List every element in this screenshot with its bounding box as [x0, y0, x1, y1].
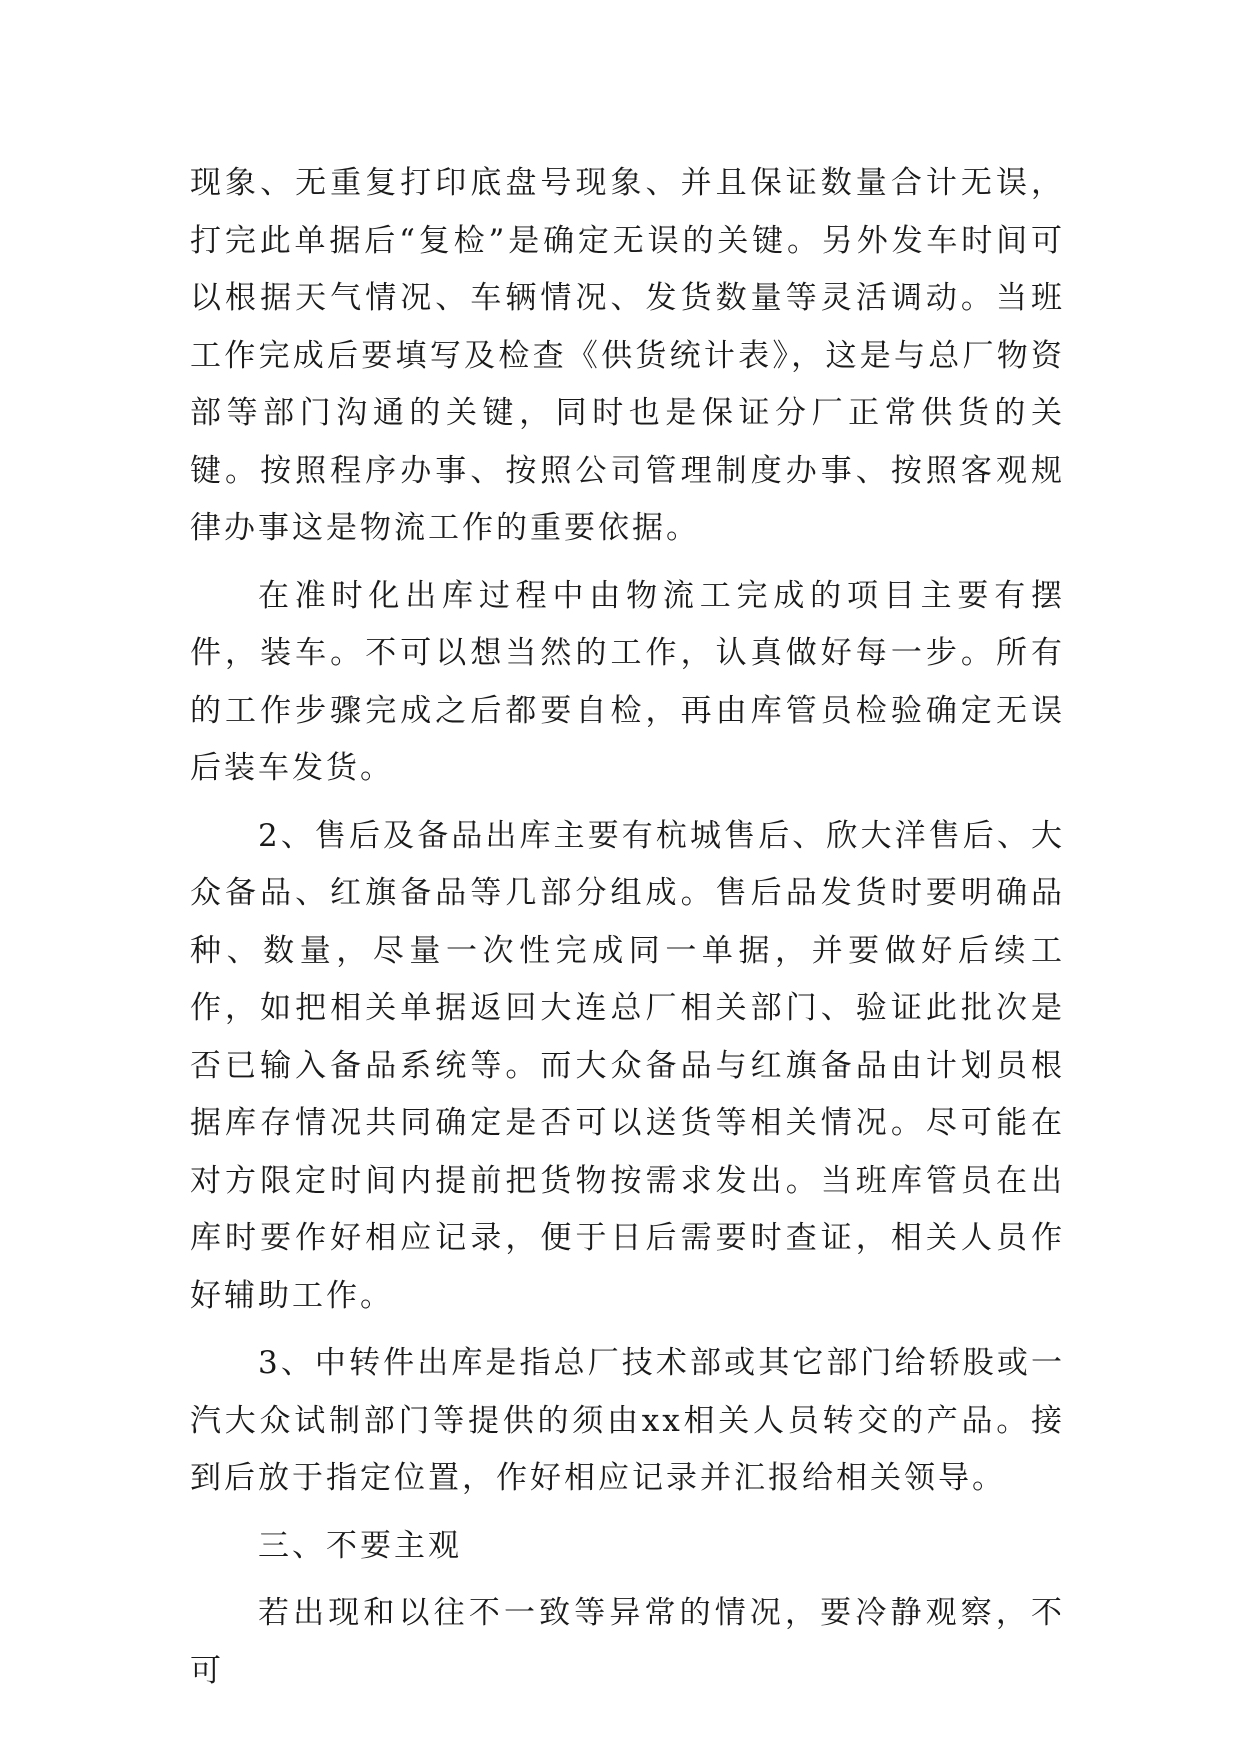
paragraph-5: 若出现和以往不一致等异常的情况，要冷静观察，不可 [190, 1595, 1065, 1689]
section-heading: 三、不要主观 [258, 1527, 462, 1564]
paragraph-3: 2、售后及备品出库主要有杭城售后、欣大洋售后、大众备品、红旗备品等几部分组成。售后品发货时要明确品种、数量，尽量一次性完成同一单据，并要做好后续工作，如把相关单据返回大连总厂相关部门、验证此批次是否已输入备品系统等。而大众备品与红旗备品由计划员根据库存情况共同确定是否可以送货等相关情况。尽可能在对方限定时间内提前把货物按需求发出。当班库管员在出库时要作好相应记录，便于日后需要时查证，相关人员作好辅助工作。 [190, 817, 1065, 1314]
paragraph-4: 3、中转件出库是指总厂技术部或其它部门给轿股或一汽大众试制部门等提供的须由xx相关人员转交的产品。接到后放于指定位置，作好相应记录并汇报给相关领导。 [190, 1345, 1065, 1496]
paragraph-1: 现象、无重复打印底盘号现象、并且保证数量合计无误，打完此单据后“复检”是确定无误的关键。另外发车时间可以根据天气情况、车辆情况、发货数量等灵活调动。当班工作完成后要填写及检查《供货统计表》，这是与总厂物资部等部门沟通的关键，同时也是保证分厂正常供货的关键。按照程序办事、按照公司管理制度办事、按照客观规律办事这是物流工作的重要依据。 [190, 165, 1065, 546]
paragraph-2: 在准时化出库过程中由物流工完成的项目主要有摆件，装车。不可以想当然的工作，认真做好每一步。所有的工作步骤完成之后都要自检，再由库管员检验确定无误后装车发货。 [190, 577, 1065, 786]
document-body [190, 155, 1065, 1710]
